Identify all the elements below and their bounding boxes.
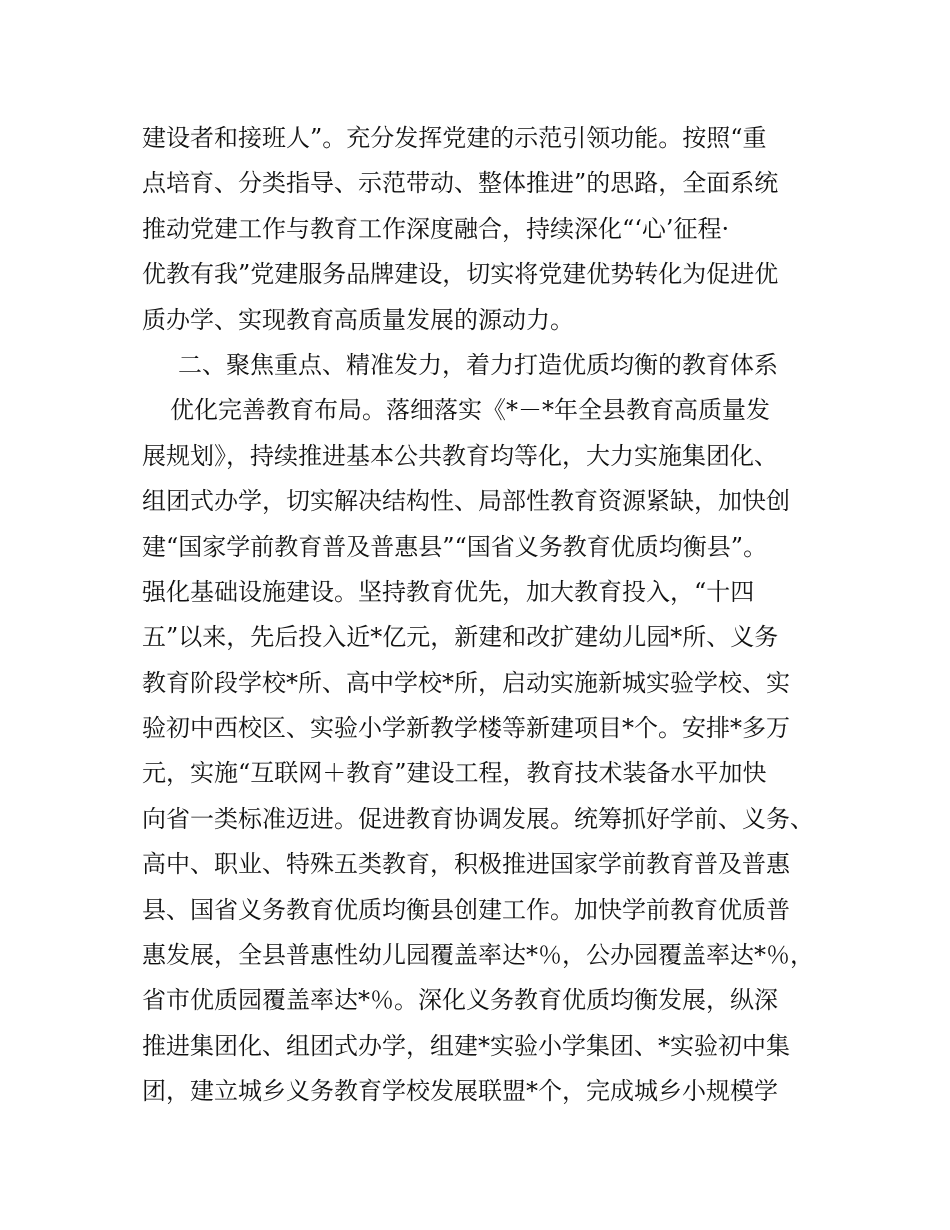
section-heading: 二、聚焦重点、精准发力，着力打造优质均衡的教育体系 (178, 350, 778, 379)
paragraph-line: 质办学、实现教育高质量发展的源动力。 (142, 305, 574, 334)
paragraph-line: 推动党建工作与教育工作深度融合，持续深化“‘心’征程· (142, 214, 730, 243)
paragraph-line: 优化完善教育布局。落细落实《*－*年全县教育高质量发 (170, 396, 770, 425)
paragraph-line: 惠发展，全县普惠性幼儿园覆盖率达*％，公办园覆盖率达*％， (142, 941, 814, 970)
paragraph-line: 强化基础设施建设。坚持教育优先，加大教育投入，“十四 (142, 577, 755, 606)
paragraph-line: 高中、职业、特殊五类教育，积极推进国家学前教育普及普惠 (142, 850, 790, 879)
paragraph-line: 团，建立城乡义务教育学校发展联盟*个，完成城乡小规模学 (142, 1077, 778, 1106)
paragraph-line: 推进集团化、组团式办学，组建*实验小学集团、*实验初中集 (142, 1031, 790, 1060)
paragraph-line: 元，实施“互联网＋教育”建设工程，教育技术装备水平加快 (142, 759, 767, 788)
paragraph-line: 五”以来，先后投入近*亿元，新建和改扩建幼儿园*所、义务 (142, 623, 779, 652)
paragraph-line: 点培育、分类指导、示范带动、整体推进”的思路，全面系统 (142, 169, 779, 198)
paragraph-line: 建设者和接班人”。充分发挥党建的示范引领功能。按照“重 (142, 124, 767, 152)
paragraph-line: 展规划》，持续推进基本公共教育均等化，大力实施集团化、 (142, 441, 778, 470)
document-body (142, 116, 822, 1115)
paragraph-line: 验初中西校区、实验小学新教学楼等新建项目*个。安排*多万 (142, 714, 790, 743)
paragraph-line: 组团式办学，切实解决结构性、局部性教育资源紧缺，加快创 (142, 487, 790, 516)
paragraph-line: 教育阶段学校*所、高中学校*所，启动实施新城实验学校、实 (142, 668, 790, 697)
paragraph-line: 县、国省义务教育优质均衡县创建工作。加快学前教育优质普 (142, 895, 790, 924)
paragraph-line: 省市优质园覆盖率达*％。深化义务教育优质均衡发展，纵深 (142, 986, 778, 1015)
paragraph-line: 优教有我”党建服务品牌建设，切实将党建优势转化为促进优 (142, 260, 779, 289)
paragraph-line: 建“国家学前教育普及普惠县”“国省义务教育优质均衡县”。 (142, 532, 768, 561)
paragraph-line: 向省一类标准迈进。促进教育协调发展。统筹抓好学前、义务、 (142, 804, 814, 833)
